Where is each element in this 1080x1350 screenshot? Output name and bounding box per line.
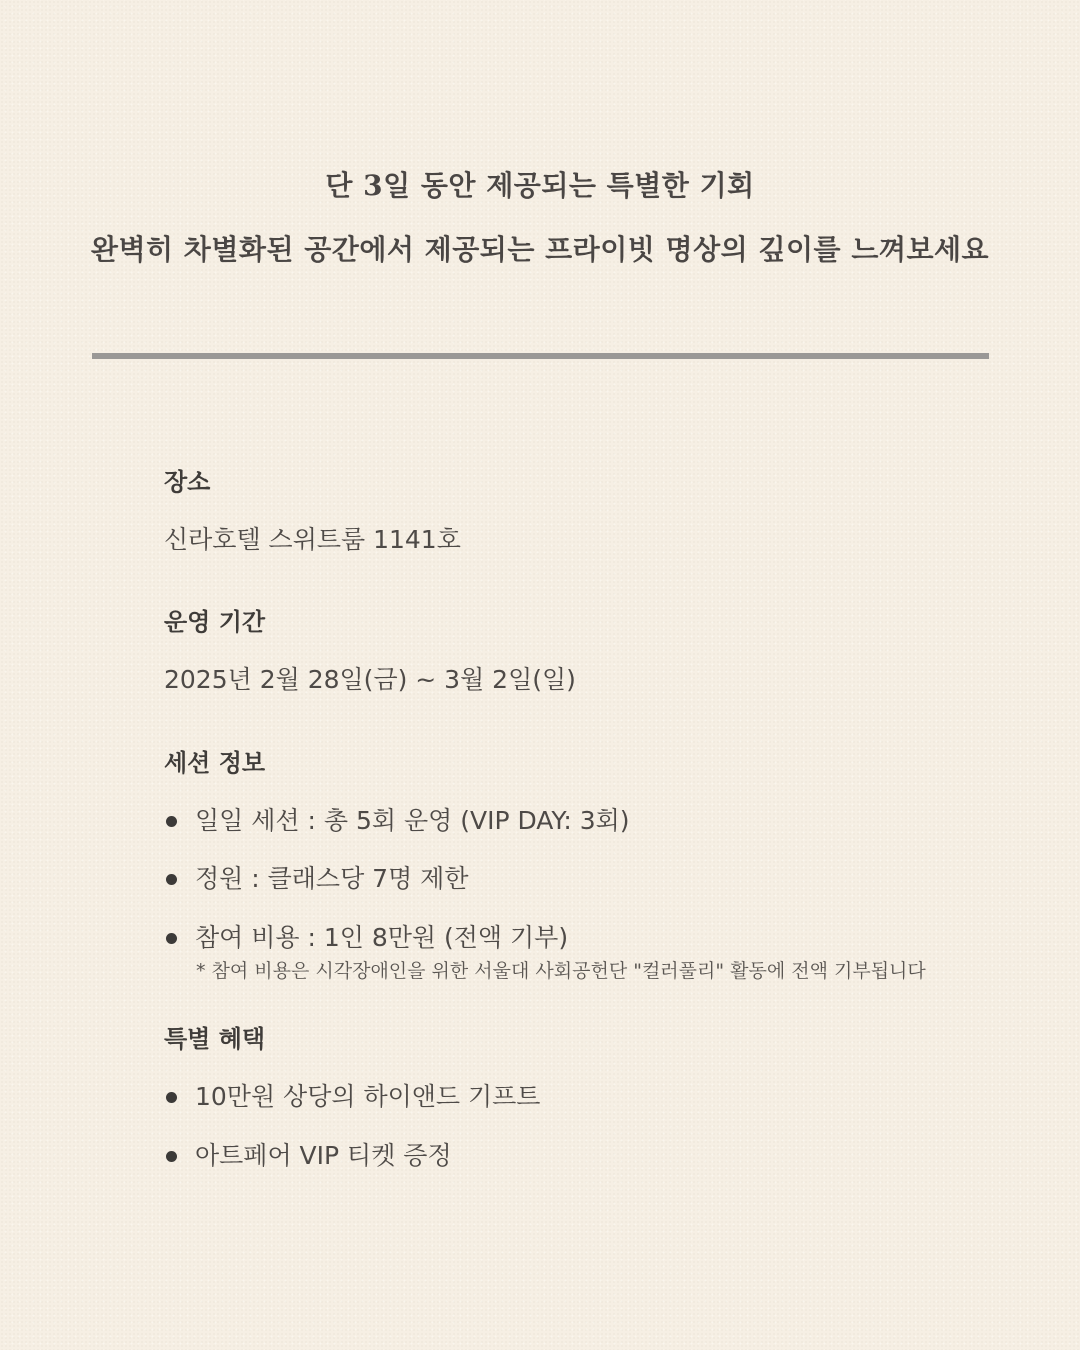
session-heading: 세션 정보 — [164, 749, 266, 777]
list-item — [166, 922, 568, 954]
headline-special-opportunity: 단 3일 동안 제공되는 특별한 기회 — [325, 169, 755, 202]
list-item — [166, 1140, 452, 1172]
bullet-icon — [166, 933, 177, 944]
bullet-icon — [166, 874, 177, 885]
list-item — [166, 805, 630, 837]
bullet-icon — [166, 1151, 177, 1162]
venue-heading: 장소 — [164, 468, 211, 496]
benefits-heading: 특별 혜택 — [164, 1025, 266, 1053]
period-heading: 운영 기간 — [164, 608, 266, 636]
benefit-item-ticket: 아트페어 VIP 티켓 증정 — [195, 1141, 452, 1170]
section-divider — [92, 353, 989, 359]
session-item-daily: 일일 세션 : 총 5회 운영 (VIP DAY: 3회) — [195, 806, 630, 835]
venue-value: 신라호텔 스위트룸 1141호 — [164, 525, 461, 554]
headline-private-meditation: 완벽히 차별화된 공간에서 제공되는 프라이빗 명상의 깊이를 느껴보세요 — [90, 233, 990, 266]
period-value: 2025년 2월 28일(금) ~ 3월 2일(일) — [164, 665, 576, 694]
session-item-fee: 참여 비용 : 1인 8만원 (전액 기부) — [195, 923, 569, 952]
session-item-capacity: 정원 : 클래스당 7명 제한 — [195, 864, 469, 893]
list-item — [166, 863, 468, 895]
benefit-item-gift: 10만원 상당의 하이앤드 기프트 — [195, 1082, 541, 1111]
bullet-icon — [166, 1092, 177, 1103]
bullet-icon — [166, 816, 177, 827]
donation-footnote: * 참여 비용은 시각장애인을 위한 서울대 사회공헌단 "컬러풀리" 활동에 전액 기부됩니다 — [196, 960, 926, 982]
list-item — [166, 1081, 540, 1113]
